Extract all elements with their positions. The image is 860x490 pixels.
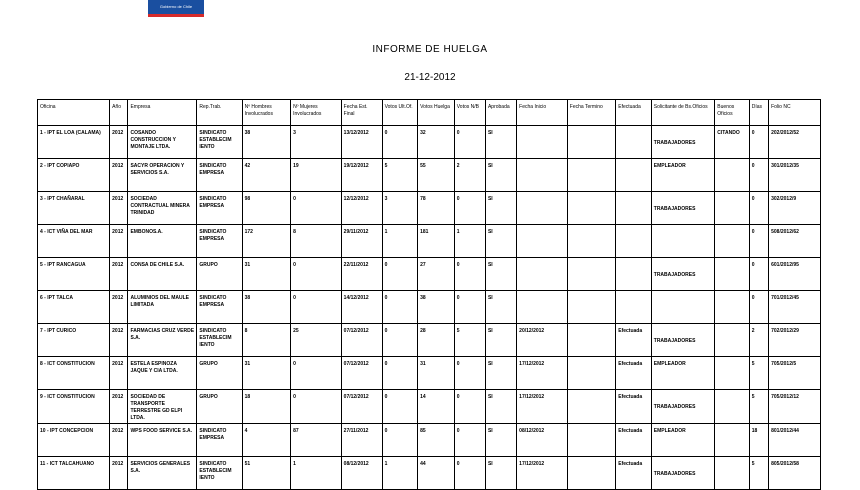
table-cell: 2012: [110, 357, 128, 390]
table-cell: 0: [291, 357, 342, 390]
table-cell: [651, 324, 715, 357]
table-cell: [517, 192, 568, 225]
table-cell: SI: [485, 258, 516, 291]
table-cell: 172: [242, 225, 290, 258]
column-header: Efectuada: [616, 100, 652, 126]
column-header: Votos N/B: [454, 100, 485, 126]
table-cell: 08/12/2012: [341, 457, 382, 490]
table-cell: SI: [485, 225, 516, 258]
table-cell: 3: [382, 192, 418, 225]
table-cell: [651, 258, 715, 291]
table-cell: 705/2012/5: [769, 357, 821, 390]
table-cell: 17/12/2012: [517, 457, 568, 490]
table-cell: 0: [749, 126, 768, 159]
table-cell: 0: [291, 390, 342, 424]
table-cell: SI: [485, 126, 516, 159]
column-header: Buenos Oficios: [715, 100, 749, 126]
table-cell: 6 - IPT TALCA: [38, 291, 110, 324]
table-cell: 202/2012/52: [769, 126, 821, 159]
table-cell: SI: [485, 324, 516, 357]
table-cell: [715, 357, 749, 390]
table-cell: [567, 126, 615, 159]
table-cell: 2012: [110, 225, 128, 258]
table-cell: 29/11/2012: [341, 225, 382, 258]
table-cell: 14: [418, 390, 455, 424]
table-row: [38, 457, 821, 490]
table-cell: [651, 192, 715, 225]
table-cell: 0: [382, 258, 418, 291]
table-row: [38, 424, 821, 457]
table-cell: 27: [418, 258, 455, 291]
table-cell: [651, 291, 715, 324]
table-cell: [567, 225, 615, 258]
table-cell: 19/12/2012: [341, 159, 382, 192]
table-cell: [517, 258, 568, 291]
column-header: Votos Ult.Of.: [382, 100, 418, 126]
table-cell: SOCIEDAD DE TRANSPORTE TERRESTRE GD ELPI LTDA.: [128, 390, 197, 424]
table-cell: SI: [485, 457, 516, 490]
column-header: Empresa: [128, 100, 197, 126]
table-cell: 98: [242, 192, 290, 225]
table-cell: 07/12/2012: [341, 390, 382, 424]
table-cell: SINDICATO EMPRESA: [197, 192, 242, 225]
table-cell: SI: [485, 291, 516, 324]
table-cell: [651, 457, 715, 490]
table-cell: 0: [291, 192, 342, 225]
table-cell: Efectuada: [616, 324, 652, 357]
table-cell: 5: [749, 457, 768, 490]
table-cell: 0: [382, 424, 418, 457]
table-cell: 0: [382, 291, 418, 324]
table-cell: 1: [291, 457, 342, 490]
table-cell: 17/12/2012: [517, 357, 568, 390]
table-row: [38, 291, 821, 324]
table-cell: 07/12/2012: [341, 324, 382, 357]
table-cell: 5: [749, 357, 768, 390]
table-cell: 0: [454, 357, 485, 390]
table-cell: 9 - ICT CONSTITUCION: [38, 390, 110, 424]
table-row: [38, 357, 821, 390]
table-cell: [616, 258, 652, 291]
table-cell: 19: [291, 159, 342, 192]
table-cell: [567, 390, 615, 424]
column-header: Nº Hombres Involucrados: [242, 100, 290, 126]
table-cell: 0: [291, 291, 342, 324]
table-cell: [651, 225, 715, 258]
table-cell: [616, 126, 652, 159]
table-row: [38, 324, 821, 357]
table-cell: 1: [382, 225, 418, 258]
table-cell: SI: [485, 424, 516, 457]
table-cell: [567, 159, 615, 192]
column-header: Nº Mujeres Involucrados: [291, 100, 342, 126]
requester-label: TRABAJADORES: [653, 404, 696, 410]
table-cell: 22/11/2012: [341, 258, 382, 291]
table-cell: [651, 126, 715, 159]
government-logo: [148, 0, 204, 17]
table-row: [38, 126, 821, 159]
column-header: Año: [110, 100, 128, 126]
table-cell: 4: [242, 424, 290, 457]
table-cell: 17/12/2012: [517, 390, 568, 424]
table-cell: 38: [242, 291, 290, 324]
table-cell: 0: [382, 357, 418, 390]
table-cell: 31: [242, 357, 290, 390]
table-cell: 7 - IPT CURICO: [38, 324, 110, 357]
report-title: INFORME DE HUELGA: [372, 44, 488, 55]
table-cell: SINDICATO EMPRESA: [197, 225, 242, 258]
table-cell: COSANDO CONSTRUCCION Y MONTAJE LTDA.: [128, 126, 197, 159]
table-cell: 0: [454, 291, 485, 324]
table-cell: 5: [454, 324, 485, 357]
table-cell: 181: [418, 225, 455, 258]
table-cell: FARMACIAS CRUZ VERDE S.A.: [128, 324, 197, 357]
table-cell: CONSA DE CHILE S.A.: [128, 258, 197, 291]
report-date: 21-12-2012: [404, 72, 456, 83]
table-cell: EMPLEADOR: [651, 424, 715, 457]
table-cell: [567, 192, 615, 225]
table-cell: 508/2012/62: [769, 225, 821, 258]
table-cell: EMPLEADOR: [651, 357, 715, 390]
column-header: Solicitante de Bs.Oficios: [651, 100, 715, 126]
requester-label: TRABAJADORES: [653, 471, 696, 477]
column-header: Fecha Termino: [567, 100, 615, 126]
table-cell: SINDICATO ESTABLECIM IENTO: [197, 457, 242, 490]
requester-label: TRABAJADORES: [653, 206, 696, 212]
table-cell: 2012: [110, 424, 128, 457]
table-cell: [715, 291, 749, 324]
table-cell: 8 - ICT CONSTITUCION: [38, 357, 110, 390]
table-cell: SERVICIOS GENERALES S.A.: [128, 457, 197, 490]
table-body: [38, 126, 821, 490]
table-cell: 2012: [110, 258, 128, 291]
table-cell: 14/12/2012: [341, 291, 382, 324]
table-cell: 18: [749, 424, 768, 457]
column-header: Fecha Inicio: [517, 100, 568, 126]
table-cell: 4 - ICT VIÑA DEL MAR: [38, 225, 110, 258]
table-cell: 805/2012/58: [769, 457, 821, 490]
table-cell: [715, 225, 749, 258]
table-cell: 51: [242, 457, 290, 490]
table-cell: 5 - IPT RANCAGUA: [38, 258, 110, 291]
table-cell: 0: [749, 192, 768, 225]
table-cell: 10 - IPT CONCEPCION: [38, 424, 110, 457]
table-cell: 18: [242, 390, 290, 424]
table-cell: 2: [454, 159, 485, 192]
table-row: [38, 258, 821, 291]
table-cell: 55: [418, 159, 455, 192]
table-cell: 27/11/2012: [341, 424, 382, 457]
table-cell: [651, 390, 715, 424]
table-cell: [517, 159, 568, 192]
column-header: Fecha Est. Final: [341, 100, 382, 126]
table-cell: 2012: [110, 291, 128, 324]
table-cell: 07/12/2012: [341, 357, 382, 390]
logo-text: Gobierno de Chile: [159, 4, 193, 9]
table-cell: [715, 159, 749, 192]
table-cell: 78: [418, 192, 455, 225]
table-cell: 0: [454, 192, 485, 225]
table-cell: [517, 126, 568, 159]
table-cell: 2012: [110, 457, 128, 490]
table-cell: 2: [749, 324, 768, 357]
table-cell: 12/12/2012: [341, 192, 382, 225]
column-header: Folio NC: [769, 100, 821, 126]
requester-label: TRABAJADORES: [653, 338, 696, 344]
table-cell: 3: [291, 126, 342, 159]
table-cell: [567, 424, 615, 457]
table-cell: [616, 291, 652, 324]
strike-report-table: [37, 99, 821, 490]
table-cell: SOCIEDAD CONTRACTUAL MINERA TRINIDAD: [128, 192, 197, 225]
table-cell: 702/2012/29: [769, 324, 821, 357]
table-cell: 11 - ICT TALCAHUANO: [38, 457, 110, 490]
table-cell: 38: [242, 126, 290, 159]
table-cell: 2012: [110, 324, 128, 357]
table-cell: 0: [454, 390, 485, 424]
table-cell: 8: [242, 324, 290, 357]
table-cell: 0: [749, 258, 768, 291]
table-cell: 2012: [110, 390, 128, 424]
table-cell: 302/2012/9: [769, 192, 821, 225]
table-cell: 20/12/2012: [517, 324, 568, 357]
table-cell: SINDICATO EMPRESA: [197, 291, 242, 324]
table-cell: 28: [418, 324, 455, 357]
table-cell: 0: [382, 126, 418, 159]
table-cell: SI: [485, 192, 516, 225]
table-cell: [517, 291, 568, 324]
table-cell: [567, 457, 615, 490]
table-cell: [567, 357, 615, 390]
table-cell: [715, 258, 749, 291]
table-cell: [715, 390, 749, 424]
table-cell: 0: [382, 390, 418, 424]
table-cell: 701/2012/45: [769, 291, 821, 324]
table-cell: 2012: [110, 159, 128, 192]
column-header: Días: [749, 100, 768, 126]
table-cell: 32: [418, 126, 455, 159]
table-cell: 1 - IPT EL LOA (CALAMA): [38, 126, 110, 159]
requester-label: TRABAJADORES: [653, 272, 696, 278]
table-row: [38, 390, 821, 424]
table-cell: Efectuada: [616, 357, 652, 390]
table-cell: ALUMINIOS DEL MAULE LIMITADA: [128, 291, 197, 324]
table-cell: 13/12/2012: [341, 126, 382, 159]
table-cell: [567, 258, 615, 291]
table-row: [38, 192, 821, 225]
table-cell: 2 - IPT COPIAPO: [38, 159, 110, 192]
table-cell: 5: [382, 159, 418, 192]
table-cell: SI: [485, 390, 516, 424]
table-cell: 0: [291, 258, 342, 291]
table-cell: WPS FOOD SERVICE S.A.: [128, 424, 197, 457]
table-row: [38, 159, 821, 192]
table-cell: 2012: [110, 192, 128, 225]
table-cell: EMPLEADOR: [651, 159, 715, 192]
table-cell: 705/2012/12: [769, 390, 821, 424]
table-cell: 0: [749, 225, 768, 258]
table-cell: SINDICATO ESTABLECIM IENTO: [197, 324, 242, 357]
table-cell: Efectuada: [616, 390, 652, 424]
table-cell: 31: [418, 357, 455, 390]
table-cell: EMBONOS.A.: [128, 225, 197, 258]
table-cell: ESTELA ESPINOZA JAQUE Y CIA LTDA.: [128, 357, 197, 390]
column-header: Oficina: [38, 100, 110, 126]
table-cell: 8: [291, 225, 342, 258]
table-cell: 0: [382, 324, 418, 357]
table-cell: 0: [454, 126, 485, 159]
table-cell: Efectuada: [616, 424, 652, 457]
table-cell: SACYR OPERACION Y SERVICIOS S.A.: [128, 159, 197, 192]
table-cell: 85: [418, 424, 455, 457]
table-cell: SI: [485, 159, 516, 192]
column-header: Votos Huelga: [418, 100, 455, 126]
table-cell: CITANDO: [715, 126, 749, 159]
table-cell: 3 - IPT CHAÑARAL: [38, 192, 110, 225]
table-cell: GRUPO: [197, 390, 242, 424]
table-cell: SI: [485, 357, 516, 390]
table-cell: 42: [242, 159, 290, 192]
table-cell: 38: [418, 291, 455, 324]
table-cell: 1: [454, 225, 485, 258]
table-cell: [517, 225, 568, 258]
table-cell: [715, 192, 749, 225]
table-cell: 0: [454, 258, 485, 291]
table-cell: 0: [454, 424, 485, 457]
table-cell: 44: [418, 457, 455, 490]
table-header-row: [38, 100, 821, 126]
table-cell: [616, 192, 652, 225]
table-row: [38, 225, 821, 258]
table-cell: 601/2012/95: [769, 258, 821, 291]
table-cell: [715, 457, 749, 490]
table-cell: SINDICATO EMPRESA: [197, 159, 242, 192]
table-cell: [567, 291, 615, 324]
table-cell: [616, 225, 652, 258]
column-header: Aprobada: [485, 100, 516, 126]
table-cell: [567, 324, 615, 357]
table-cell: 801/2012/44: [769, 424, 821, 457]
table-cell: [715, 324, 749, 357]
table-cell: GRUPO: [197, 258, 242, 291]
table-cell: 87: [291, 424, 342, 457]
table-cell: SINDICATO EMPRESA: [197, 424, 242, 457]
table-cell: 301/2012/35: [769, 159, 821, 192]
table-cell: 08/12/2012: [517, 424, 568, 457]
table-cell: GRUPO: [197, 357, 242, 390]
table-cell: 25: [291, 324, 342, 357]
table-cell: 2012: [110, 126, 128, 159]
column-header: Rep.Trab.: [197, 100, 242, 126]
table-cell: [616, 159, 652, 192]
table-cell: 0: [749, 291, 768, 324]
table-cell: SINDICATO ESTABLECIM IENTO: [197, 126, 242, 159]
requester-label: TRABAJADORES: [653, 140, 696, 146]
table-cell: 0: [454, 457, 485, 490]
table-cell: 1: [382, 457, 418, 490]
table-cell: Efectuada: [616, 457, 652, 490]
table-cell: 5: [749, 390, 768, 424]
table-cell: [715, 424, 749, 457]
table-cell: 31: [242, 258, 290, 291]
table-cell: 0: [749, 159, 768, 192]
